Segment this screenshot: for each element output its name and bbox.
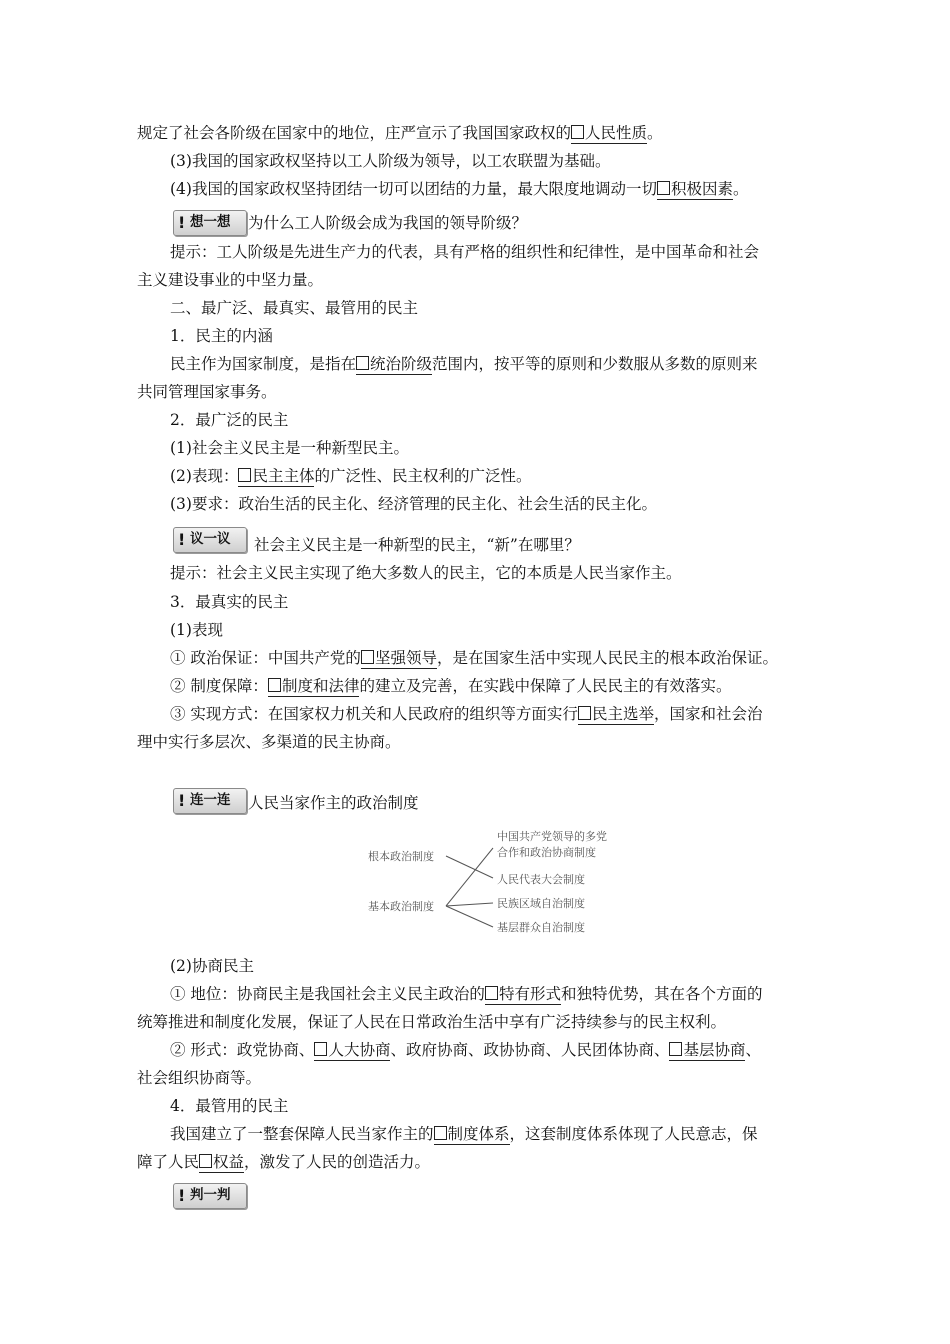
checkbox-icon [356,356,369,370]
text-line: ③ 实现方式：在国家权力机关和人民政府的组织等方面实行 民主选举，国家和社会治 [170,705,763,723]
checkbox-icon [199,1154,212,1168]
diagram-right-npc: 人民代表大会制度 [497,873,585,886]
text-line: 社会组织协商等。 [137,1069,262,1087]
question-text: 社会主义民主是一种新型的民主，“新”在哪里？ [254,536,580,554]
discuss-tag: ! 议一议 [173,527,247,553]
diagram-right-cpc: 中国共产党领导的多党 [497,830,607,843]
connector-line [446,856,493,878]
text-line: 共同管理国家事务。 [137,383,277,401]
text-line: 理中实行多层次、多渠道的民主协商。 [137,733,401,751]
checkbox-icon [434,1126,447,1140]
diagram-right-cpc-line2: 合作和政治协商制度 [497,846,596,859]
text-line: (3)我国的国家政权坚持以工人阶级为领导，以工农联盟为基础。 [170,152,611,170]
text-line: 民主作为国家制度，是指在 统治阶级范围内，按平等的原则和少数服从多数的原则来 [170,355,758,373]
answer-blank: 制度体系 [434,1125,510,1145]
subsection-heading: 3．最真实的民主 [170,593,289,611]
exclamation-icon: ! [178,213,186,232]
diagram-left-fundamental: 根本政治制度 [368,850,434,863]
subsection-heading: 4．最管用的民主 [170,1097,289,1115]
exclamation-icon: ! [178,530,186,549]
text-line: 提示：社会主义民主实现了绝大多数人的民主，它的本质是人民当家作主。 [170,564,682,582]
checkbox-icon [361,650,374,664]
answer-blank: 民主选举 [578,705,654,725]
answer-blank: 坚强领导 [361,649,437,669]
answer-blank: 统治阶级 [356,355,432,375]
text-line: ② 形式：政党协商、 人大协商、政府协商、政协协商、人民团体协商、 基层协商、 [170,1041,761,1059]
connector-line [446,906,493,927]
answer-blank: 权益 [199,1153,244,1173]
subsection-heading: 2．最广泛的民主 [170,411,289,429]
text-line: 规定了社会各阶级在国家中的地位，庄严宣示了我国国家政权的 人民性质。 [137,124,663,142]
text-line: ② 制度保障： 制度和法律的建立及完善，在实践中保障了人民民主的有效落实。 [170,677,732,695]
text-line: (4)我国的国家政权坚持团结一切可以团结的力量，最大限度地调动一切 积极因素。 [170,180,749,198]
text-line: 主义建设事业的中坚力量。 [137,271,324,289]
answer-blank: 民主主体 [238,467,314,487]
text-line: (2)表现： 民主主体的广泛性、民主权利的广泛性。 [170,467,532,485]
exclamation-icon: ! [178,1186,186,1205]
checkbox-icon [485,986,498,1000]
subsection-heading: 1．民主的内涵 [170,327,273,345]
text-line: 障了人民 权益，激发了人民的创造活力。 [137,1153,431,1171]
checkbox-icon [268,678,281,692]
text-line: (1)表现 [170,621,223,639]
text-line: (2)协商民主 [170,957,254,975]
answer-blank: 积极因素 [657,180,733,200]
text-line: 提示：工人阶级是先进生产力的代表，具有严格的组织性和纪律性，是中国革命和社会 [170,243,760,261]
think-tag: ! 想一想 [173,210,247,236]
answer-blank: 人民性质 [571,124,647,144]
section-heading: 二、最广泛、最真实、最管用的民主 [170,299,419,317]
connector-line [446,848,493,906]
judge-tag: ! 判一判 [173,1183,247,1209]
answer-blank: 人大协商 [314,1041,390,1061]
text-line: ① 政治保证：中国共产党的 坚强领导，是在国家生活中实现人民民主的根本政治保证。 [170,649,778,667]
question-text: 为什么工人阶级会成为我国的领导阶级？ [248,214,528,232]
checkbox-icon [657,181,670,195]
text-line: 我国建立了一整套保障人民当家作主的 制度体系，这套制度体系体现了人民意志，保 [170,1125,758,1143]
answer-blank: 制度和法律 [268,677,360,697]
text-line: (1)社会主义民主是一种新型民主。 [170,439,409,457]
checkbox-icon [578,706,591,720]
checkbox-icon [238,468,251,482]
diagram-right-ethnic: 民族区域自治制度 [497,897,585,910]
connector-line [446,903,493,906]
answer-blank: 特有形式 [485,985,561,1005]
diagram-right-grassroots: 基层群众自治制度 [497,921,585,934]
connect-tag: ! 连一连 [173,788,247,814]
diagram-left-basic: 基本政治制度 [368,900,434,913]
checkbox-icon [669,1042,682,1056]
political-system-diagram [360,825,640,940]
checkbox-icon [571,125,584,139]
answer-blank: 基层协商 [669,1041,745,1061]
exclamation-icon: ! [178,791,186,810]
question-text: 人民当家作主的政治制度 [248,794,419,812]
text-line: 统筹推进和制度化发展，保证了人民在日常政治生活中享有广泛持续参与的民主权利。 [137,1013,727,1031]
checkbox-icon [314,1042,327,1056]
text-line: ① 地位：协商民主是我国社会主义民主政治的 特有形式和独特优势，其在各个方面的 [170,985,763,1003]
text-line: (3)要求：政治生活的民主化、经济管理的民主化、社会生活的民主化。 [170,495,657,513]
